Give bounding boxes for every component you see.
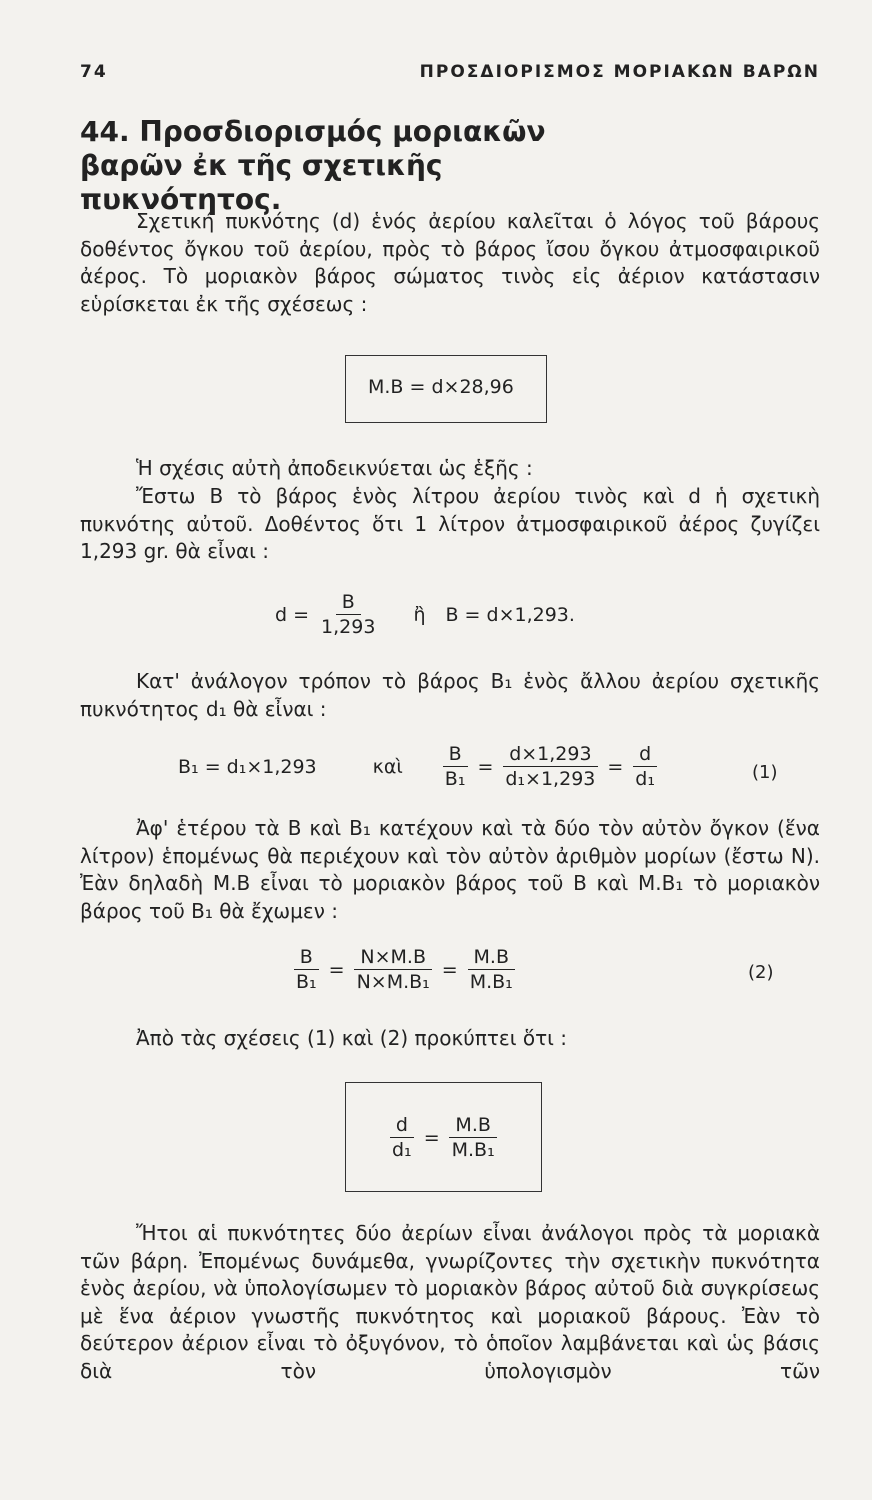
formula-3-kai: καὶ (372, 755, 403, 778)
paragraph-conclusion-intro: Ἀπὸ τὰς σχέσεις (1) καὶ (2) προκύπτει ὅτι : (136, 1026, 567, 1050)
formula-box-density-ratio (345, 1082, 542, 1192)
fraction-b-over-1293 (315, 590, 381, 639)
fraction-b-over-b1 (439, 742, 472, 791)
fraction-mb-over-mb1 (464, 945, 519, 994)
fraction-numerator: d (390, 1113, 414, 1138)
fraction-denominator: Ν×Μ.Β₁ (356, 971, 430, 993)
fraction-nxmb (351, 945, 436, 994)
equals-sign: = (607, 755, 624, 778)
fraction-denominator: d₁ (392, 1139, 412, 1161)
fraction-denominator: Μ.Β₁ (469, 971, 513, 993)
fraction-numerator: d (633, 742, 657, 767)
fraction-numerator: Ν×Μ.Β (354, 945, 432, 970)
page-number: 74 (80, 62, 108, 82)
fraction-denominator: Β₁ (444, 768, 466, 790)
fraction-numerator: Β (443, 742, 468, 767)
formula-3-left: Β₁ = d₁×1,293 (178, 755, 317, 778)
fraction-denominator: d₁×1,293 (505, 768, 596, 790)
formula-molecular-weight: Μ.Β = d×28,96 (368, 376, 514, 398)
fraction-d-over-d1 (629, 742, 661, 791)
formula-2-or: ἢ (413, 603, 426, 626)
equals-sign: = (328, 958, 345, 981)
fraction-denominator: 1,293 (321, 616, 376, 638)
fraction-numerator: Μ.Β (449, 1113, 496, 1138)
fraction-denominator: d₁ (635, 768, 655, 790)
equals-sign: = (441, 958, 458, 981)
formula-ratio-2 (290, 945, 519, 994)
fraction-dx1293 (499, 742, 601, 791)
fraction-d-over-d1 (386, 1113, 418, 1162)
equals-sign: = (423, 1126, 440, 1149)
paragraph-proof-intro: Ἡ σχέσις αὐτὴ ἀποδεικνύεται ὡς ἑξῆς : (136, 456, 533, 480)
fraction-numerator: d×1,293 (503, 742, 597, 767)
paragraph-analogous: Κατ' ἀνάλογον τρόπον τὸ βάρος Β₁ ἑνὸς ἄλλου ἀερίου σχετικῆς πυκνότητος d₁ θὰ εἶναι : (80, 669, 820, 721)
fraction-numerator: Β (336, 590, 361, 615)
formula-density-ratio (386, 1113, 501, 1162)
section-title: 44. Προσδιορισμός μοριακῶν βαρῶν ἐκ τῆς σχετικῆς πυκνότητος. (80, 115, 546, 216)
formula-density-weight (275, 590, 575, 639)
paragraph-weight-definition: Ἔστω Β τὸ βάρος ἑνὸς λίτρου ἀερίου τινὸς καὶ d ἡ σχετικὴ πυκνότης αὐτοῦ. Δοθέντος ὅτι 1 λίτρον ἀτμοσφαιρικοῦ ἀέρος ζυγίζει 1,293 gr. θὰ εἶναι : (80, 484, 820, 563)
fraction-denominator: Β₁ (296, 971, 317, 993)
formula-2-lhs: d = (275, 603, 310, 626)
equation-label-2: (2) (748, 962, 774, 983)
fraction-denominator: Μ.Β₁ (451, 1139, 495, 1161)
equals-sign: = (477, 755, 494, 778)
fraction-b-over-b1 (290, 945, 323, 994)
equation-label-1: (1) (752, 762, 778, 783)
fraction-numerator: Μ.Β (468, 945, 515, 970)
paragraph-definition: Σχετική πυκνότης (d) ἑνός ἀερίου καλεῖται ὁ λόγος τοῦ βάρους δοθέντος ὄγκου τοῦ ἀερίου, πρὸς τὸ βάρος ἴσου ὄγκου ἀτμοσφαιρικοῦ ἀέρος. Τὸ μοριακὸν βάρος σώματος τινὸς εἰς ἀέριον κατάστασιν εὑρίσκεται ἐκ τῆς σχέσεως : (80, 209, 820, 316)
formula-ratio-1 (178, 742, 661, 791)
fraction-mb-over-mb1 (446, 1113, 501, 1162)
paragraph-avogadro: Ἀφ' ἑτέρου τὰ Β καὶ Β₁ κατέχουν καὶ τὰ δύο τὸν αὐτὸν ὄγκον (ἕνα λίτρον) ἑπομένως θὰ περιέχουν καὶ τὸν αὐτὸν ἀριθμὸν μορίων (ἔστω Ν). Ἐὰν δηλαδὴ Μ.Β εἶναι τὸ μοριακὸν βάρος τοῦ Β καὶ Μ.Β₁ τὸ μοριακὸν βάρος τοῦ Β₁ θὰ ἔχωμεν : (80, 816, 820, 923)
formula-2-rhs: Β = d×1,293. (445, 603, 575, 626)
fraction-numerator: Β (294, 945, 319, 970)
formula-box-molecular-weight (345, 355, 547, 423)
paragraph-final: Ἤτοι αἱ πυκνότητες δύο ἀερίων εἶναι ἀνάλογοι πρὸς τὰ μοριακὰ τῶν βάρη. Ἐπομένως δυνάμεθα, γνωρίζοντες τὴν σχετικὴν πυκνότητα ἑνὸς ἀερίου, νὰ ὑπολογίσωμεν τὸ μοριακὸν βάρος αὐτοῦ διὰ συγκρίσεως μὲ ἕνα ἀέριον γνωστῆς πυκνότητος καὶ μοριακοῦ βάρους. Ἐὰν τὸ δεύτερον ἀέριον εἶναι τὸ ὀξυγόνον, τὸ ὁποῖον λαμβάνεται καὶ ὡς βάσις διὰ τὸν ὑπολογισμὸν τῶν (80, 1221, 820, 1383)
running-title: ΠΡΟΣΔΙΟΡΙΣΜΟΣ ΜΟΡΙΑΚΩΝ ΒΑΡΩΝ (419, 62, 820, 82)
